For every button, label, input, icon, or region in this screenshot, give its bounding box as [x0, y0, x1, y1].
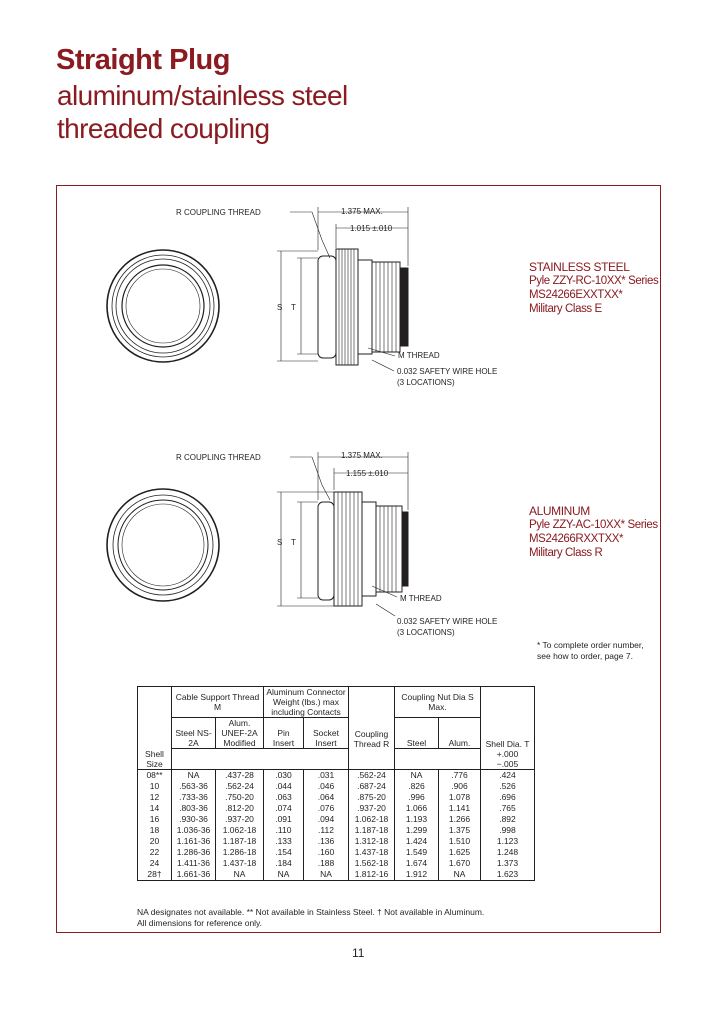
table-cell: .563-36 [172, 781, 216, 792]
footnote-availability: NA designates not available. ** Not available in Stainless Steel. † Not available in Aluminum. [137, 907, 485, 917]
steel-safety-hole-label: 0.032 SAFETY WIRE HOLE [397, 367, 498, 376]
table-cell: 22 [138, 847, 172, 858]
table-cell: .733-36 [172, 792, 216, 803]
table-cell: .424 [481, 769, 535, 781]
table-cell: 16 [138, 814, 172, 825]
steel-series-heading: STAINLESS STEEL [529, 260, 630, 274]
table-cell: .776 [439, 769, 481, 781]
table-cell: NA [264, 869, 304, 881]
table-cell: 1.674 [395, 858, 439, 869]
table-cell: NA [304, 869, 349, 881]
table-row [138, 858, 535, 869]
table-cell: .091 [264, 814, 304, 825]
order-note-line1: * To complete order number, [537, 640, 644, 650]
table-cell: NA [216, 869, 264, 881]
aluminum-series-class: Military Class R [529, 547, 603, 559]
table-cell: .160 [304, 847, 349, 858]
table-cell: 28† [138, 869, 172, 881]
aluminum-series-info [529, 504, 658, 560]
table-cell: 1.299 [395, 825, 439, 836]
aluminum-series-heading: ALUMINUM [529, 504, 590, 518]
table-cell: 1.141 [439, 803, 481, 814]
aluminum-m-thread-label: M THREAD [400, 594, 442, 603]
table-row [138, 781, 535, 792]
page-title: Straight Plug [56, 44, 230, 76]
order-note-line2: see how to order, page 7. [537, 651, 633, 661]
table-cell: 14 [138, 803, 172, 814]
group-cable-support: Cable Support Thread M [172, 687, 264, 718]
table-cell: 1.510 [439, 836, 481, 847]
table-cell: 1.062-18 [349, 814, 395, 825]
aluminum-series-ms: MS24266RXXTXX* [529, 533, 624, 545]
aluminum-s-label: S [277, 538, 283, 547]
header-coupling-thread: Coupling Thread R [349, 687, 395, 749]
table-cell: 1.375 [439, 825, 481, 836]
table-cell: .110 [264, 825, 304, 836]
steel-series-class: Military Class E [529, 303, 602, 315]
table-cell: .826 [395, 781, 439, 792]
table-cell: .937-20 [349, 803, 395, 814]
table-cell: .562-24 [216, 781, 264, 792]
table-cell: .046 [304, 781, 349, 792]
table-cell: .063 [264, 792, 304, 803]
table-cell: NA [395, 769, 439, 781]
header-pin-insert: Pin Insert [264, 718, 304, 749]
table-cell: 1.036-36 [172, 825, 216, 836]
aluminum-end-view [107, 489, 219, 601]
table-cell: .076 [304, 803, 349, 814]
table-cell: .188 [304, 858, 349, 869]
order-note [537, 640, 644, 662]
table-row [138, 814, 535, 825]
table-cell: .892 [481, 814, 535, 825]
steel-series-info [529, 260, 658, 316]
aluminum-r-thread-label: R COUPLING THREAD [176, 453, 261, 462]
aluminum-max-dimension: 1.375 MAX. [341, 451, 383, 460]
steel-end-view [107, 250, 219, 362]
table-cell: NA [172, 769, 216, 781]
header-steel-ns2a: Steel NS-2A [172, 718, 216, 749]
aluminum-safety-hole-label: 0.032 SAFETY WIRE HOLE [397, 617, 498, 626]
steel-locations-label: (3 LOCATIONS) [397, 378, 455, 387]
table-cell: 1.549 [395, 847, 439, 858]
table-cell: 1.437-18 [349, 847, 395, 858]
table-cell: NA [439, 869, 481, 881]
table-row [138, 869, 535, 881]
steel-side-view [318, 249, 408, 365]
table-cell: .437-28 [216, 769, 264, 781]
table-cell: 1.286-36 [172, 847, 216, 858]
table-row [138, 792, 535, 803]
table-cell: .998 [481, 825, 535, 836]
table-cell: .136 [304, 836, 349, 847]
table-cell: .803-36 [172, 803, 216, 814]
table-cell: 1.661-36 [172, 869, 216, 881]
page-subtitle-material: aluminum/stainless steel [57, 80, 348, 111]
table-cell: .112 [304, 825, 349, 836]
header-shell-size: Shell Size [138, 749, 172, 770]
page-subtitle-coupling: threaded coupling [57, 113, 270, 144]
table-cell: 1.193 [395, 814, 439, 825]
table-cell: 1.623 [481, 869, 535, 881]
steel-length-dimension: 1.015 ±.010 [350, 224, 393, 233]
table-cell: 1.066 [395, 803, 439, 814]
table-cell: 1.437-18 [216, 858, 264, 869]
table-cell: .184 [264, 858, 304, 869]
table-cell: .133 [264, 836, 304, 847]
table-cell: 1.123 [481, 836, 535, 847]
group-weight: Aluminum Connector Weight (lbs.) max including Contacts [264, 687, 349, 718]
table-cell: 1.424 [395, 836, 439, 847]
table-cell: .696 [481, 792, 535, 803]
specifications-table-body [138, 769, 535, 880]
footnotes [137, 907, 484, 929]
aluminum-length-dimension: 1.155 ±.010 [346, 469, 389, 478]
table-cell: 1.912 [395, 869, 439, 881]
header-shell-dia: Shell Dia. T +.000 −.005 [481, 687, 535, 770]
table-row [138, 836, 535, 847]
table-cell: 1.411-36 [172, 858, 216, 869]
table-cell: .030 [264, 769, 304, 781]
table-row [138, 825, 535, 836]
table-cell: 1.562-18 [349, 858, 395, 869]
table-cell: 1.062-18 [216, 825, 264, 836]
table-cell: .812-20 [216, 803, 264, 814]
table-cell: 1.187-18 [216, 836, 264, 847]
steel-max-dimension: 1.375 MAX. [341, 207, 383, 216]
header-alum-unef: Alum. UNEF-2A Modified [216, 718, 264, 749]
header-nut-alum: Alum. [439, 718, 481, 749]
header-nut-steel: Steel [395, 718, 439, 749]
table-cell: 18 [138, 825, 172, 836]
table-cell: .930-36 [172, 814, 216, 825]
table-cell: .687-24 [349, 781, 395, 792]
table-row [138, 847, 535, 858]
steel-t-label: T [291, 303, 296, 312]
table-cell: .044 [264, 781, 304, 792]
steel-series-part: Pyle ZZY-RC-10XX* Series [529, 275, 659, 287]
table-cell: .750-20 [216, 792, 264, 803]
table-cell: 1.812-16 [349, 869, 395, 881]
table-cell: .064 [304, 792, 349, 803]
steel-m-thread-label: M THREAD [398, 351, 440, 360]
footnote-reference: All dimensions for reference only. [137, 918, 263, 928]
aluminum-side-view [318, 492, 408, 606]
table-cell: .937-20 [216, 814, 264, 825]
table-cell: .074 [264, 803, 304, 814]
steel-series-ms: MS24266EXXTXX* [529, 289, 623, 301]
aluminum-series-part: Pyle ZZY-AC-10XX* Series [529, 519, 658, 531]
table-cell: 1.670 [439, 858, 481, 869]
table-cell: 1.161-36 [172, 836, 216, 847]
table-cell: 1.312-18 [349, 836, 395, 847]
table-cell: 1.078 [439, 792, 481, 803]
specifications-table [137, 686, 535, 881]
table-cell: 1.625 [439, 847, 481, 858]
steel-s-label: S [277, 303, 283, 312]
table-cell: .906 [439, 781, 481, 792]
table-cell: 10 [138, 781, 172, 792]
table-row [138, 803, 535, 814]
table-cell: .996 [395, 792, 439, 803]
table-cell: .765 [481, 803, 535, 814]
table-cell: 1.187-18 [349, 825, 395, 836]
aluminum-locations-label: (3 LOCATIONS) [397, 628, 455, 637]
table-cell: .562-24 [349, 769, 395, 781]
aluminum-dimension-lines [277, 452, 408, 616]
table-cell: .875-20 [349, 792, 395, 803]
table-row [138, 769, 535, 781]
table-cell: .031 [304, 769, 349, 781]
table-cell: 12 [138, 792, 172, 803]
page-number: 11 [352, 946, 365, 960]
table-cell: .094 [304, 814, 349, 825]
table-cell: 1.248 [481, 847, 535, 858]
aluminum-t-label: T [291, 538, 296, 547]
table-cell: 08** [138, 769, 172, 781]
table-cell: 20 [138, 836, 172, 847]
table-cell: .526 [481, 781, 535, 792]
table-cell: 24 [138, 858, 172, 869]
header-socket-insert: Socket Insert [304, 718, 349, 749]
table-cell: 1.266 [439, 814, 481, 825]
table-cell: 1.286-18 [216, 847, 264, 858]
group-coupling-nut: Coupling Nut Dia S Max. [395, 687, 481, 718]
steel-r-thread-label: R COUPLING THREAD [176, 208, 261, 217]
table-cell: .154 [264, 847, 304, 858]
table-cell: 1.373 [481, 858, 535, 869]
